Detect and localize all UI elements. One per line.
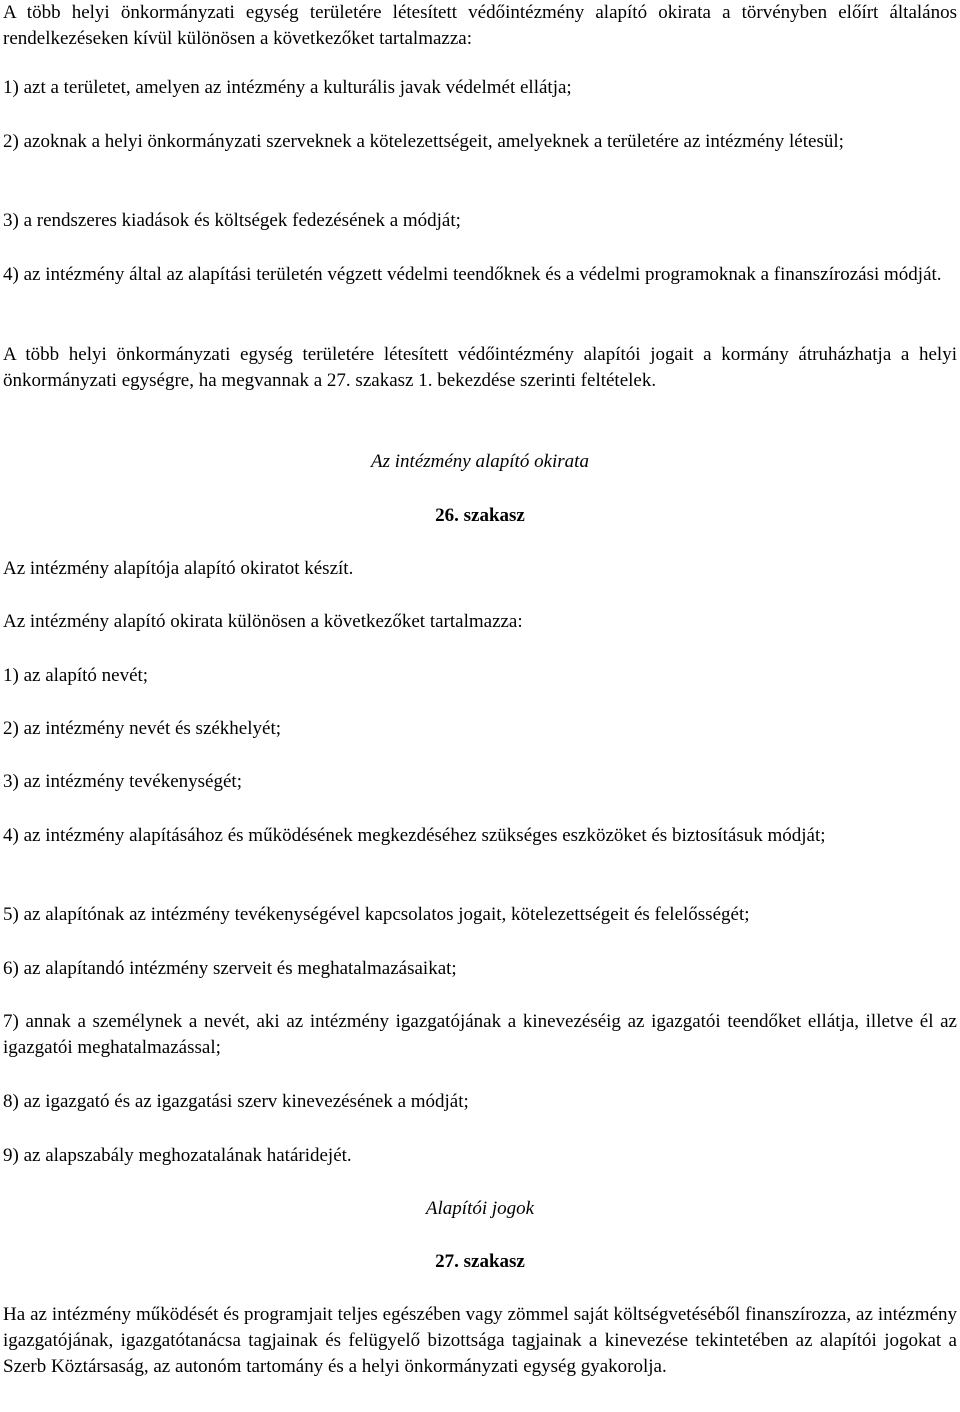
list-item: 3) az intézmény tevékenységét; — [3, 771, 242, 792]
paragraph: Az intézmény alapító okirata különösen a következőket tartalmazza: — [3, 611, 523, 632]
list-item: 1) az alapító nevét; — [3, 665, 149, 686]
list-item: 5) az alapítónak az intézmény tevékenységével kapcsolatos jogait, kötelezettségeit és felelősségét; — [3, 904, 750, 925]
list-item: 7) annak a személynek a nevét, aki az intézmény igazgatójának a kinevezéséig az igazgatói teendőket ellátja, illetve él az igazgatói meghatalmazással; — [3, 1011, 957, 1058]
section-heading: Alapítói jogok — [425, 1198, 535, 1219]
section-heading: Az intézmény alapító okirata — [371, 451, 589, 472]
list-item: 4) az intézmény által az alapítási területén végzett védelmi teendőknek és a védelmi programoknak a finanszírozási módját. — [3, 264, 942, 285]
section-number: 26. szakasz — [435, 505, 525, 526]
section-number: 27. szakasz — [435, 1251, 525, 1272]
list-item: 1) azt a területet, amelyen az intézmény a kulturális javak védelmét ellátja; — [3, 77, 572, 98]
list-item: 6) az alapítandó intézmény szerveit és meghatalmazásaikat; — [3, 958, 457, 979]
list-item: 9) az alapszabály meghozatalának határidejét. — [3, 1145, 352, 1166]
list-item: 2) azoknak a helyi önkormányzati szerveknek a kötelezettségeit, amelyeknek a területére az intézmény létesül; — [3, 131, 844, 152]
list-item: 8) az igazgató és az igazgatási szerv kinevezésének a módját; — [3, 1091, 469, 1112]
list-item: 2) az intézmény nevét és székhelyét; — [3, 718, 282, 739]
paragraph: Ha az intézmény működését és programjait teljes egészében vagy zömmel saját költségvetéséből finanszírozza, az intézmény igazgatójának, igazgatótanácsa tagjainak és felügyelő bizottsága tagjainak a kinevezése tekintetében az alapítói jogokat a Szerb Köztársaság, az autonóm tartomány és a helyi önkormányzati egység gyakorolja. — [3, 1304, 957, 1377]
list-item: 3) a rendszeres kiadások és költségek fedezésének a módját; — [3, 210, 461, 231]
intro-paragraph: A több helyi önkormányzati egység területére létesített védőintézmény alapító okirata a törvényben előírt általános rendelkezéseken kívül különösen a következőket tartalmazza: — [3, 2, 957, 49]
closing-paragraph: A több helyi önkormányzati egység területére létesített védőintézmény alapítói jogait a kormány átruházhatja a helyi önkormányzati egységre, ha megvannak a 27. szakasz 1. bekezdése szerinti feltételek. — [3, 344, 957, 391]
list-item: 4) az intézmény alapításához és működésének megkezdéséhez szükséges eszközöket és biztosításuk módját; — [3, 825, 826, 846]
paragraph: Az intézmény alapítója alapító okiratot készít. — [3, 558, 354, 579]
